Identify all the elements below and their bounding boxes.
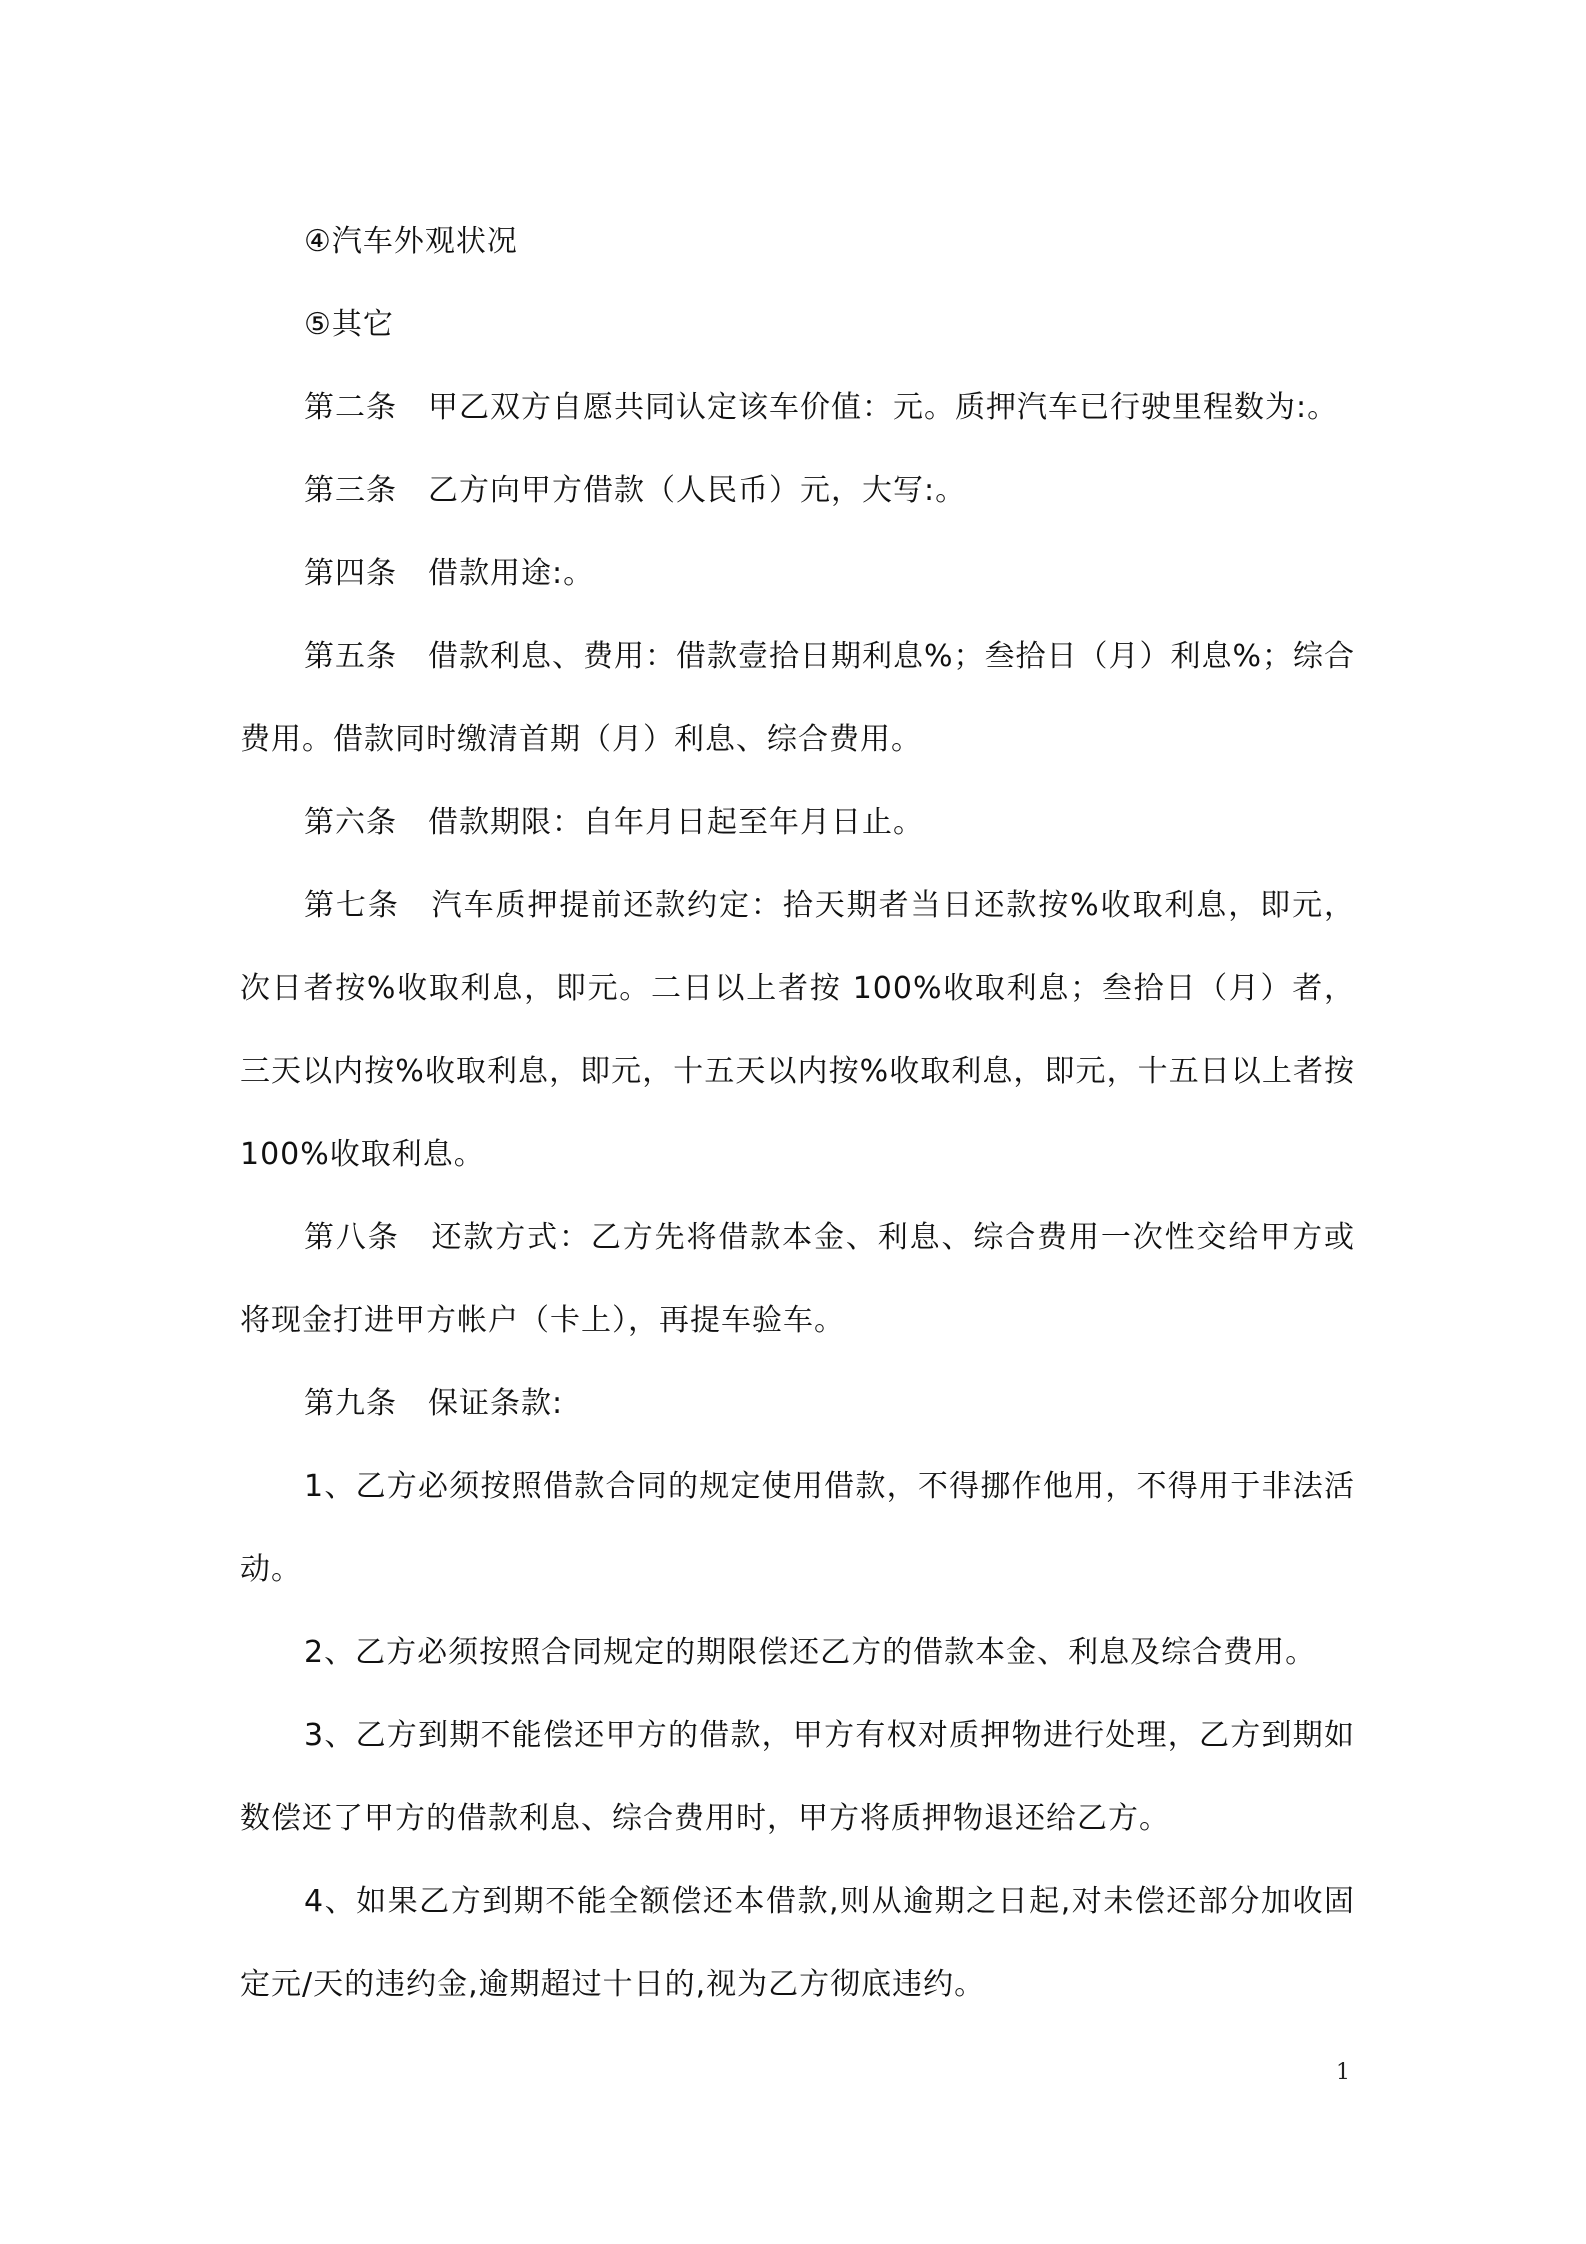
article-5-paragraph: 第五条 借款利息、费用：借款壹拾日期利息%；叁拾日（月）利息%；综合费用。借款同时缴清首期（月）利息、综合费用。 bbox=[240, 639, 1356, 757]
paragraph-item-4-exterior: ④汽车外观状况 bbox=[304, 224, 518, 259]
article-3-paragraph: 第三条 乙方向甲方借款（人民币）元，大写:。 bbox=[304, 473, 967, 508]
article-2-paragraph: 第二条 甲乙双方自愿共同认定该车价值：元。质押汽车已行驶里程数为:。 bbox=[304, 390, 1339, 425]
guarantee-clause-1: 1、乙方必须按照借款合同的规定使用借款，不得挪作他用，不得用于非法活动。 bbox=[240, 1469, 1355, 1587]
guarantee-clause-4: 4、如果乙方到期不能全额偿还本借款,则从逾期之日起,对未偿还部分加收固定元/天的违约金,逾期超过十日的,视为乙方彻底违约。 bbox=[240, 1884, 1355, 2002]
article-7-paragraph: 第七条 汽车质押提前还款约定：拾天期者当日还款按%收取利息，即元，次日者按%收取利息，即元。二日以上者按 100%收取利息；叁拾日（月）者，三天以内按%收取利息，即元，十五天以内按%收取利息，即元，十五日以上者按 100%收取利息。 bbox=[240, 888, 1355, 1172]
article-6-paragraph: 第六条 借款期限：自年月日起至年月日止。 bbox=[304, 805, 924, 840]
guarantee-clause-3: 3、乙方到期不能偿还甲方的借款，甲方有权对质押物进行处理，乙方到期如数偿还了甲方的借款利息、综合费用时，甲方将质押物退还给乙方。 bbox=[240, 1718, 1355, 1836]
article-9-heading: 第九条 保证条款: bbox=[304, 1386, 564, 1421]
article-4-paragraph: 第四条 借款用途:。 bbox=[304, 556, 595, 591]
article-8-paragraph: 第八条 还款方式：乙方先将借款本金、利息、综合费用一次性交给甲方或将现金打进甲方帐户（卡上），再提车验车。 bbox=[240, 1220, 1355, 1338]
page-number: 1 bbox=[1336, 2060, 1350, 2085]
guarantee-clause-2: 2、乙方必须按照合同规定的期限偿还乙方的借款本金、利息及综合费用。 bbox=[304, 1635, 1317, 1670]
paragraph-item-5-other: ⑤其它 bbox=[304, 307, 394, 342]
document-body bbox=[240, 200, 1355, 2026]
